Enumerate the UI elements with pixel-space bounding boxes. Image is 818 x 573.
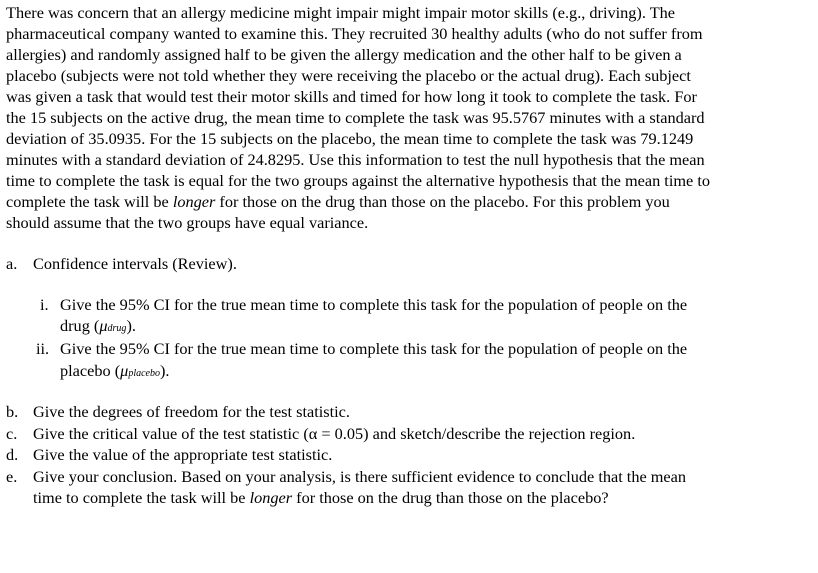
intro-line: minutes with a standard deviation of 24.8295. Use this information to test the null hypothesis that the mean (6, 150, 705, 169)
part-d-text: Give the value of the appropriate test statistic. (33, 445, 333, 464)
intro-line: the 15 subjects on the active drug, the mean time to complete the task was 95.5767 minutes with a standard (6, 108, 705, 127)
part-a-i-line2: drug (μdrug). (60, 316, 136, 335)
part-a-ii-line1: Give the 95% CI for the true mean time to complete this task for the population of people on the (60, 339, 688, 358)
intro-line: complete the task will be longer for those on the drug than those on the placebo. For this problem you (6, 192, 670, 211)
part-e-label: e. (6, 467, 18, 486)
intro-line: time to complete the task is equal for the two groups against the alternative hypothesis that the mean time to (6, 171, 710, 190)
part-b-text: Give the degrees of freedom for the test statistic. (33, 402, 350, 421)
part-a-text: Confidence intervals (Review). (33, 254, 237, 273)
intro-line: deviation of 35.0935. For the 15 subjects on the placebo, the mean time to complete the task was 79.1249 (6, 129, 694, 148)
part-b-label: b. (6, 402, 19, 421)
emphasis-longer: longer (249, 488, 293, 507)
part-e-line2: time to complete the task will be longer for those on the drug than those on the placebo? (33, 488, 609, 507)
part-a-ii-line2: placebo (μplacebo). (60, 361, 170, 380)
part-c-text: Give the critical value of the test statistic (α = 0.05) and sketch/describe the rejection region. (33, 424, 636, 443)
intro-line: There was concern that an allergy medicine might impair might impair motor skills (e.g., driving). The (6, 3, 676, 22)
emphasis-longer: longer (172, 192, 216, 211)
intro-line: pharmaceutical company wanted to examine this. They recruited 30 healthy adults (who do not suffer from (6, 24, 703, 43)
part-a-i-line1: Give the 95% CI for the true mean time to complete this task for the population of people on the (60, 295, 688, 314)
mu-symbol: μ (120, 361, 129, 380)
subscript-placebo: placebo (128, 368, 160, 379)
part-a-i-label: i. (40, 295, 49, 314)
part-d-label: d. (6, 445, 19, 464)
subscript-drug: drug (107, 323, 127, 334)
intro-line: was given a task that would test their motor skills and timed for how long it took to complete the task. For (6, 87, 697, 106)
part-e-line1: Give your conclusion. Based on your analysis, is there sufficient evidence to conclude that the mean (33, 467, 687, 486)
part-a-label: a. (6, 254, 18, 273)
part-a-ii-label: ii. (36, 339, 50, 358)
part-c-label: c. (6, 424, 18, 443)
intro-line: placebo (subjects were not told whether they were receiving the placebo or the actual drug). Each subject (6, 66, 691, 85)
intro-line: should assume that the two groups have equal variance. (6, 213, 369, 232)
mu-symbol: μ (99, 316, 108, 335)
intro-line: allergies) and randomly assigned half to be given the allergy medication and the other half to be given a (6, 45, 682, 64)
